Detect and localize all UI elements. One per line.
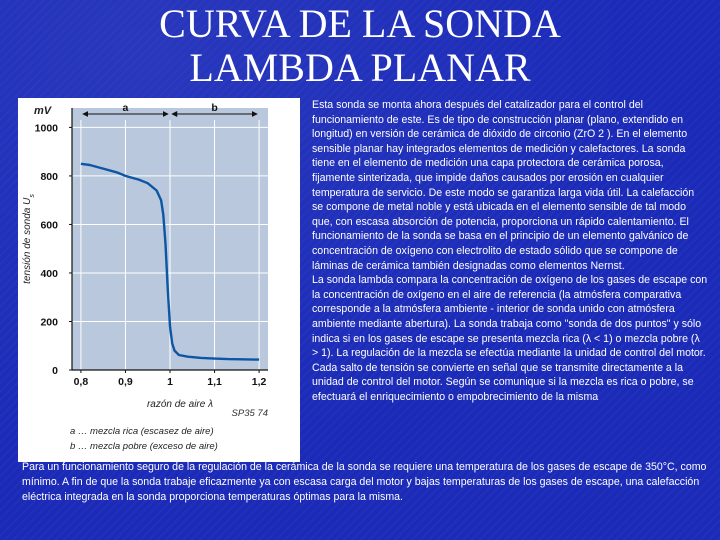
legend-item-b: b … mezcla pobre (exceso de aire) bbox=[70, 441, 218, 452]
paragraph-right-1: Esta sonda se monta ahora después del catalizador para el control del funcionamiento de este. Es de tipo de construcción planar (plano, extendido en longitud) en versión de cerámica de dióxido de circonio (ZrO 2 ). En el elemento sensible planar hay integrados elementos de medición y calefactores. La sonda tiene en el elemento de medición una capa protectora de cerámica porosa, fijamente sinterizada, que impide daños causados por erosión en cualquier temperatura de servicio. De este modo se garantiza larga vida útil. La calefacción se compone de metal noble y está ubicada en el elemento sensible de tal modo que, con escasa absorción de potencia, proporciona un rápido calentamiento. El funcionamiento de la sonda se basa en el principio de un elemento galvánico de concentración de oxígeno con electrolito de estado sólido que se compone de láminas de cerámica también designadas como elementos Nernst. bbox=[312, 99, 695, 272]
x-tick-label: 0,9 bbox=[118, 376, 133, 388]
y-tick-label: 200 bbox=[40, 316, 58, 329]
slide-title-line1: CURVA DE LA SONDA bbox=[159, 1, 561, 46]
slide-title-line2: LAMBDA PLANAR bbox=[189, 45, 531, 90]
x-axis-label: razón de aire λ bbox=[146, 399, 214, 410]
description-text-right bbox=[312, 98, 708, 404]
y-tick-label: 1000 bbox=[34, 122, 58, 135]
x-tick-label: 1 bbox=[167, 376, 173, 388]
chart-unit-title: mV bbox=[34, 105, 52, 117]
y-axis-label: tensión de sonda $U_s$ bbox=[22, 194, 36, 284]
y-tick-label: 800 bbox=[40, 170, 58, 183]
region-label-b: b bbox=[211, 102, 218, 114]
x-tick-label: 1,1 bbox=[207, 376, 222, 388]
x-tick-label: 0,8 bbox=[73, 376, 89, 388]
lambda-chart-figure bbox=[18, 98, 300, 462]
region-label-a: a bbox=[122, 102, 129, 114]
y-axis-label-subscript: s bbox=[28, 194, 36, 198]
paragraph-right-2: La sonda lambda compara la concentración de oxígeno de los gases de escape con la concentración de oxígeno en el aire de referencia (la atmósfera comparativa corresponde a la atmósfera ambiente - interior de sonda unido con atmósfera ambiente mediante abertura). La sonda trabaja como "sonda de dos puntos" y sólo indica si en los gases de escape se presenta mezcla rica (λ < 1) o mezcla pobre (λ > 1). La regulación de la mezcla se efectúa mediante la unidad de control del motor. Cada salto de tensión se convierte en señal que se transmite directamente a la unidad de control del motor. Según se comunique si la mezcla es rica o pobre, se efectuará el enriquecimiento o empobrecimiento de la misma bbox=[312, 274, 708, 403]
slide-title bbox=[0, 2, 720, 90]
y-tick-label: 0 bbox=[52, 365, 58, 377]
paragraph-bottom: Para un funcionamiento seguro de la regulación de la cerámica de la sonda se requiere una temperatura de los gases de escape de 350°C, como mínimo. A fin de que la sonda trabaje eficazmente ya con escasa carga del motor y bajas temperaturas de los gases de escape, una calefacción eléctrica integrada en la sonda proporciona temperaturas óptimas para la misma. bbox=[22, 461, 707, 503]
figure-reference: SP35 74 bbox=[231, 408, 268, 419]
legend-item-a: a … mezcla rica (escasez de aire) bbox=[70, 426, 214, 437]
y-tick-label: 600 bbox=[40, 219, 58, 232]
x-tick-label: 1,2 bbox=[251, 376, 267, 388]
y-tick-label: 400 bbox=[40, 267, 58, 280]
lambda-curve-chart bbox=[18, 98, 300, 462]
